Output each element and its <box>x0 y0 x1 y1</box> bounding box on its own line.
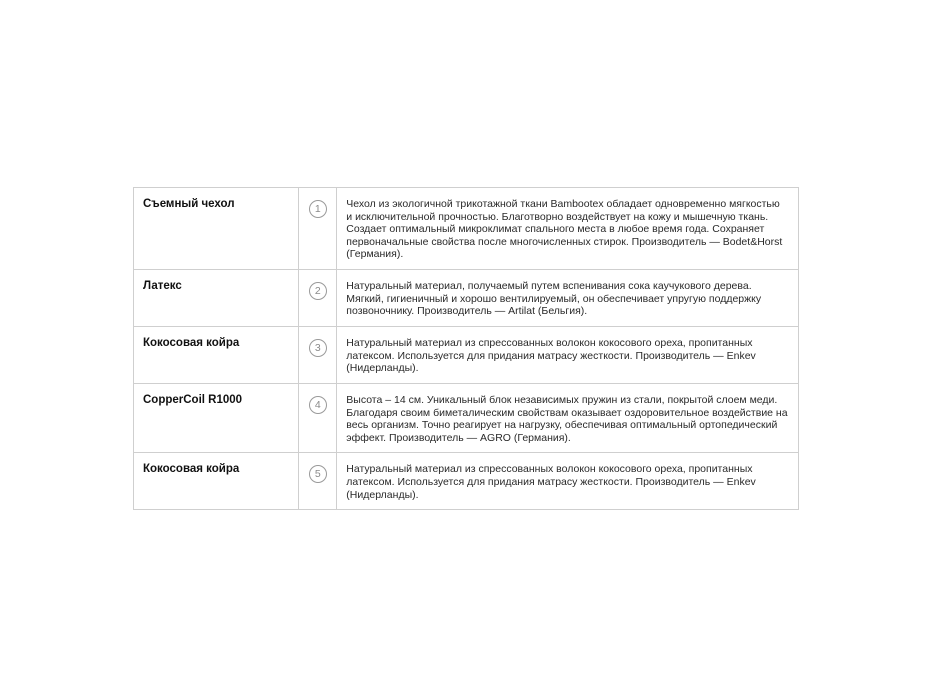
layer-description: Натуральный материал из спрессованных волокон кокосового ореха, пропитанных латексом. Используется для придания матрасу жесткости. Производитель — Enkev (Нидерланды). <box>337 453 799 510</box>
layer-number-badge: 5 <box>309 465 327 483</box>
layer-description: Натуральный материал, получаемый путем вспенивания сока каучукового дерева. Мягкий, гигиеничный и хорошо вентилируемый, он обеспечивает упругую поддержку позвоночнику. Производитель — Artilat (Бельгия). <box>337 269 799 326</box>
layer-number-badge: 4 <box>309 396 327 414</box>
layer-name: Кокосовая койра <box>134 326 299 383</box>
layer-name: Съемный чехол <box>134 188 299 270</box>
layer-name: Кокосовая койра <box>134 453 299 510</box>
layer-number-badge: 3 <box>309 339 327 357</box>
layer-number-badge: 1 <box>309 200 327 218</box>
layer-description: Чехол из экологичной трикотажной ткани Bambootex обладает одновременно мягкостью и исключительной прочностью. Благотворно воздействует на кожу и мышечную ткань. Создает оптимальный микроклимат спального места в любое время года. Сохраняет первоначальные свойства после многочисленных стирок. Производитель — Bodet&Horst (Германия). <box>337 188 799 270</box>
layer-name: Латекс <box>134 269 299 326</box>
layer-number-badge: 2 <box>309 282 327 300</box>
layer-description: Высота – 14 см. Уникальный блок независимых пружин из стали, покрытой слоем меди. Благодаря своим биметалическим свойствам оказывает оздоровительное воздействие на весь организм. Точно реагирует на нагрузку, обеспечивая оптимальный ортопедический эффект. Производитель — AGRO (Германия). <box>337 383 799 452</box>
table-row <box>134 188 799 270</box>
table-row <box>134 383 799 452</box>
table-row <box>134 453 799 510</box>
mattress-layers-table <box>133 187 799 510</box>
table-row <box>134 269 799 326</box>
layer-description: Натуральный материал из спрессованных волокон кокосового ореха, пропитанных латексом. Используется для придания матрасу жесткости. Производитель — Enkev (Нидерланды). <box>337 326 799 383</box>
layer-name: CopperCoil R1000 <box>134 383 299 452</box>
table-row <box>134 326 799 383</box>
